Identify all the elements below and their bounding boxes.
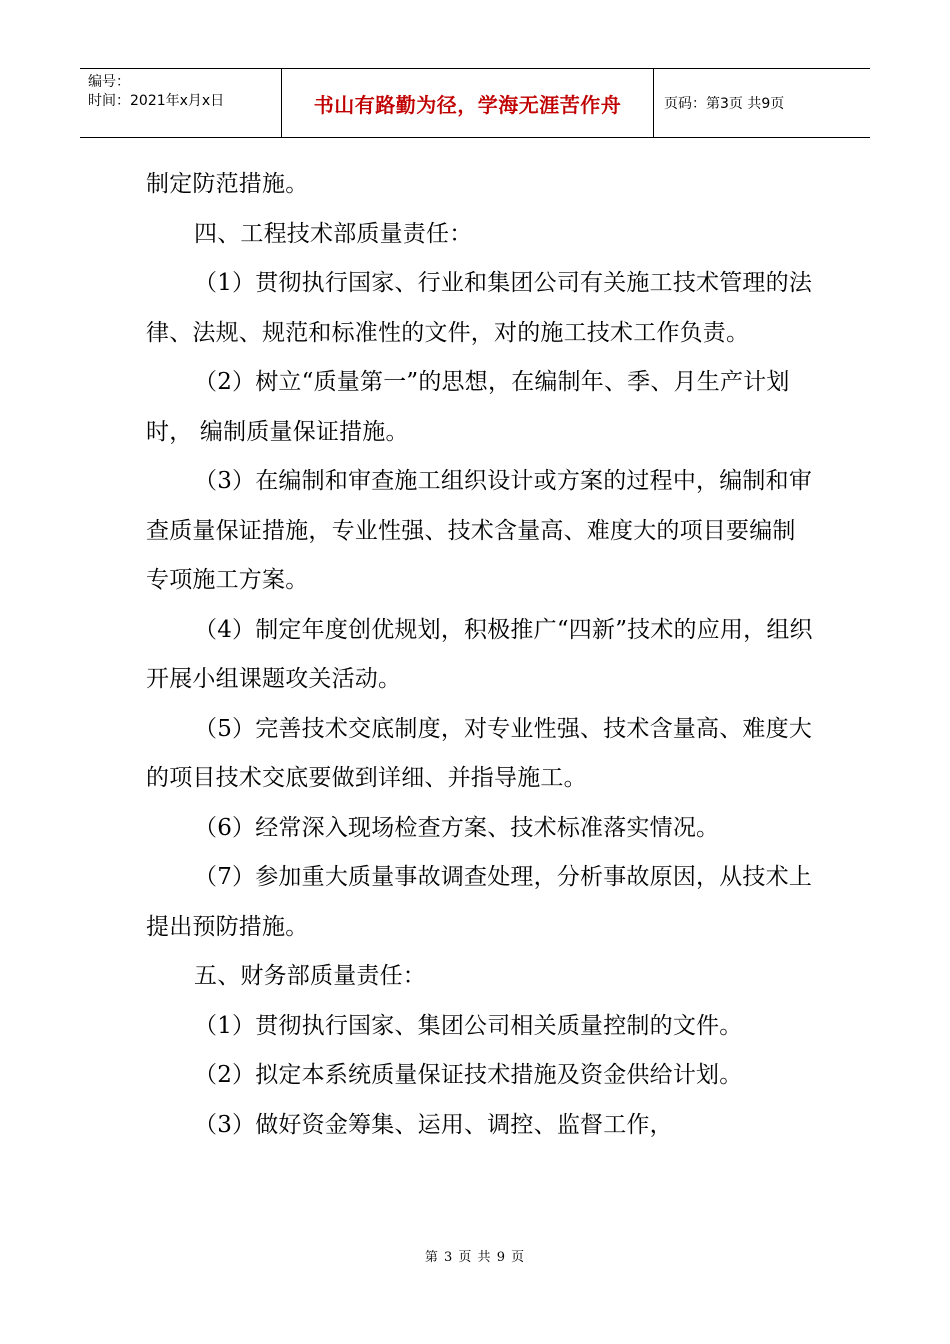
paragraph: （5）完善技术交底制度，对专业性强、技术含量高、难度大的项目技术交底要做到详细、并指导施工。 <box>146 715 813 791</box>
section-heading: 四、工程技术部质量责任： <box>194 220 473 247</box>
page-footer: 第 3 页 共 9 页 <box>424 1250 526 1265</box>
header-meta <box>80 69 282 137</box>
page-header <box>80 68 870 138</box>
document-body <box>146 160 816 1150</box>
paragraph: （3）做好资金筹集、运用、调控、监督工作， <box>194 1111 673 1138</box>
paragraph: （1）贯彻执行国家、行业和集团公司有关施工技术管理的法律、法规、规范和标准性的文件，对的施工技术工作负责。 <box>146 270 813 346</box>
paragraph: （1）贯彻执行国家、集团公司相关质量控制的文件。 <box>194 1012 743 1039</box>
paragraph: （7）参加重大质量事故调查处理，分析事故原因，从技术上提出预防措施。 <box>146 864 813 940</box>
header-code-label: 编号： <box>88 74 130 90</box>
paragraph: （2）树立“质量第一”的思想，在编制年、季、月生产计划时， 编制质量保证措施。 <box>146 369 790 445</box>
paragraph: （6）经常深入现场检查方案、技术标准落实情况。 <box>194 814 720 841</box>
header-time-label: 时间：2021年x月x日 <box>88 93 225 109</box>
paragraph: （4）制定年度创优规划，积极推广“四新”技术的应用，组织开展小组课题攻关活动。 <box>146 616 813 692</box>
paragraph: （3）在编制和审查施工组织设计或方案的过程中，编制和审查质量保证措施，专业性强、技术含量高、难度大的项目要编制专项施工方案。 <box>146 468 813 593</box>
header-page-info: 页码：第3页 共9页 <box>664 96 785 112</box>
section-heading: 五、财务部质量责任： <box>194 963 426 989</box>
paragraph: 制定防范措施。 <box>146 171 309 197</box>
header-motto: 书山有路勤为径，学海无涯苦作舟 <box>282 69 654 137</box>
paragraph: （2）拟定本系统质量保证技术措施及资金供给计划。 <box>194 1062 743 1088</box>
